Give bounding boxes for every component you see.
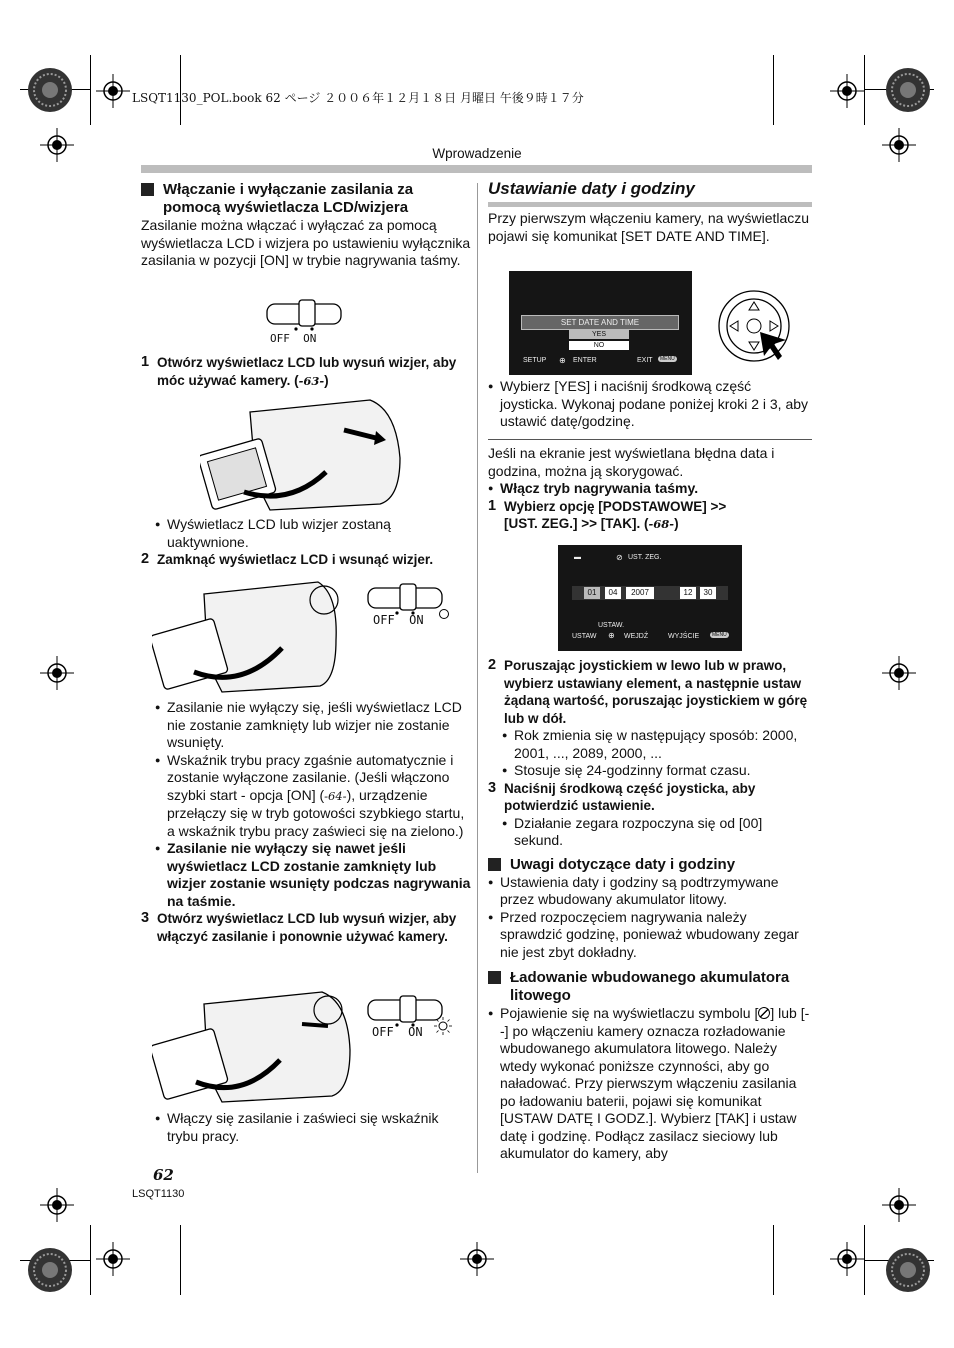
registration-mark-icon: [96, 1242, 130, 1276]
heading-lithium-battery: Ładowanie wbudowanego akumulatora litowego: [488, 969, 812, 1005]
lcd-ustaw-label: USTAW.: [598, 622, 625, 629]
camcorder-close-lcd-illustration: [152, 580, 342, 694]
intro-text: Przy pierwszym włączeniu kamery, na wyświetlaczu pojawi się komunikat [SET DATE AND TIME].: [488, 210, 810, 244]
left-steps-4: [141, 1110, 471, 1145]
correct-date-text: Jeśli na ekranie jest wyświetlana błędna data i godzina, można ją skorygować.: [488, 445, 775, 479]
registration-mark-icon: [96, 74, 130, 108]
menu-button-icon: MENU: [712, 632, 727, 638]
lcd-ustaw2-label: USTAW: [572, 633, 597, 640]
lcd-setup-label: SETUP: [523, 357, 547, 364]
lcd-wejdz-label: WEJDŹ: [624, 633, 649, 640]
switch-on-label: ON: [408, 1025, 423, 1039]
bullet-power-not-off: ● Zasilanie nie wyłączy się, jeśli wyświetlacz LCD nie zostanie zamknięty lub wizjer nie zostanie wsunięty.: [155, 699, 471, 752]
tape-mode-icon: ▬: [574, 554, 581, 561]
left-steps-2: [141, 516, 471, 569]
year-field[interactable]: 2007: [626, 587, 654, 599]
month-field[interactable]: 04: [605, 587, 621, 599]
bullet-tape-mode: ● Włącz tryb nagrywania taśmy.: [488, 480, 812, 498]
bullet-24h: ● Stosuje się 24-godzinny format czasu.: [502, 762, 812, 780]
switch-off-label: OFF: [270, 332, 290, 345]
day-field[interactable]: 01: [584, 587, 600, 599]
left-steps-3: [141, 699, 471, 945]
heading-date-notes: Uwagi dotyczące daty i godziny: [488, 856, 812, 874]
joystick-mini-icon: ⊕: [559, 356, 566, 365]
section-label: Wprowadzenie: [432, 146, 522, 161]
step-2: 2 Zamknąć wyświetlacz LCD i wsunąć wizjer.: [141, 551, 434, 567]
switch-on-label: ON: [409, 613, 424, 627]
lcd-enter-label: ENTER: [573, 357, 597, 364]
color-wheel-icon: [26, 66, 74, 114]
title-underline: [488, 202, 812, 207]
switch-on-label: ON: [303, 332, 317, 345]
registration-mark-icon: [460, 1242, 494, 1276]
color-wheel-icon: [884, 66, 932, 114]
bullet-power-on: ● Włączy się zasilanie i zaświeci się wskaźnik trybu pracy.: [155, 1110, 471, 1145]
left-steps-1: [141, 354, 471, 390]
step-2-joystick: 2 Poruszając joystickiem w lewo lub w prawo, wybierz ustawiany element, a następnie ustaw żądaną wartość, poruszając joystickiem w górę lub w dół.: [488, 657, 808, 726]
intro-text: Zasilanie można włączać i wyłączać za pomocą wyświetlacza LCD i wizjera po ustawieniu wyłącznika zasilania w pozycji [ON] w trybie nagrywania taśmy.: [141, 217, 471, 268]
indicator-lamp-off-icon: [438, 608, 450, 620]
camcorder-open-lcd-illustration: [200, 398, 406, 512]
divider-line: [488, 439, 812, 440]
color-wheel-icon: [884, 1246, 932, 1294]
top-bar: [141, 165, 812, 173]
hour-field[interactable]: 12: [680, 587, 696, 599]
set-date-banner: SET DATE AND TIME: [521, 315, 679, 330]
lcd-screen-set-date: [509, 271, 692, 375]
registration-mark-icon: [830, 1242, 864, 1276]
bullet-recording-tape: ● Zasilanie nie wyłączy się nawet jeśli wyświetlacz LCD zostanie zamknięty lub wizjer zostanie wsunięty podczas nagrywania na taśmie.: [155, 840, 471, 910]
bullet-check-time: ● Przed rozpoczęciem nagrywania należy sprawdzić godzinę, ponieważ wbudowany zegar nie jest zbyt dokładny.: [488, 909, 812, 962]
column-divider: [477, 183, 478, 1173]
right-select-yes: [488, 378, 812, 431]
bullet-year-cycle: ● Rok zmienia się w następujący sposób: 2000, 2001, ..., 2089, 2000, ...: [502, 727, 812, 762]
bullet-backup-battery: ● Ustawienia daty i godziny są podtrzymywane przez wbudowany akumulator litowy.: [488, 874, 812, 909]
model-code: LSQT1130: [132, 1188, 185, 1200]
indicator-lamp-on-icon: [434, 1017, 452, 1035]
step-3-confirm: 3 Naciśnij środkową część joysticka, aby potwierdzić ustawienie.: [488, 779, 756, 813]
lcd-screen-clock-set: [558, 545, 742, 651]
registration-mark-icon: [40, 656, 74, 690]
menu-button-icon: MENU: [660, 356, 675, 362]
right-intro: [488, 210, 812, 245]
heading-power-lcd: Włączanie i wyłączanie zasilania za pomocą wyświetlacza LCD/wizjera: [141, 181, 471, 217]
clock-warning-icon: [758, 1007, 770, 1019]
yes-option[interactable]: YES: [569, 330, 629, 339]
no-option[interactable]: NO: [569, 341, 629, 350]
minute-field[interactable]: 30: [700, 587, 716, 599]
bullet-select-yes: ● Wybierz [YES] i naciśnij środkową część joysticka. Wykonaj podane poniżej kroki 2 i 3, aby ustawić datę/godzinę.: [488, 378, 812, 431]
joystick-mini-icon: ⊕: [608, 631, 615, 640]
registration-mark-icon: [882, 1188, 916, 1222]
step-1: 1 Otwórz wyświetlacz LCD lub wysuń wizjer, aby móc używać kamery. (-63-): [141, 354, 457, 388]
bullet-clock-start: ● Działanie zegara rozpoczyna się od [00] sekund.: [502, 815, 812, 850]
step-3: 3 Otwórz wyświetlacz LCD lub wysuń wizjer, aby włączyć zasilanie i ponownie używać kamery.: [141, 910, 457, 944]
registration-mark-icon: [40, 1188, 74, 1222]
right-title: [488, 180, 812, 198]
switch-off-label: OFF: [372, 1025, 394, 1039]
switch-off-label: OFF: [373, 613, 395, 627]
page-number: 62: [153, 1166, 174, 1184]
right-steps: [488, 657, 812, 1163]
color-wheel-icon: [26, 1246, 74, 1294]
camcorder-reopen-lcd-illustration: [152, 990, 352, 1104]
joystick-press-center-icon: [716, 288, 792, 364]
lcd-exit-label: EXIT: [637, 357, 653, 364]
clock-icon: ⊘: [616, 553, 623, 562]
print-header: LSQT1130_POL.book 62 ページ ２００６年１２月１８日 月曜日 午後９時１７分: [132, 91, 584, 105]
step-1-menu: 1 Wybierz opcję [PODSTAWOWE] >> [UST. ZEG.] >> [TAK]. (-68-): [488, 497, 727, 531]
bullet-battery-charge: ● Pojawienie się na wyświetlaczu symbolu [ ] lub [--] po włączeniu kamery oznacza rozładowanie wbudowanego akumulatora litowego. Należy wtedy wykonać poniższe czynności, aby go naładować. Przy pierwszym włączeniu zasilania po ładowaniu baterii, pojawi się komunikat [USTAW DATĘ I GODZ.]. Wybierz [TAK] i ustaw datę i godzinę. Podłącz zasilacz sieciowy lub akumulator do kamery, aby: [488, 1005, 812, 1163]
bullet-auto-off: ● Wskaźnik trybu pracy zgaśnie automatycznie i zostanie wyłączone zasilanie. (Jeśli włączono szybki start - opcja [ON] (-64-), urządzenie przełączy się w tryb gotowości szybkiego startu, a wskaźnik trybu pracy zaświeci się na zielono.): [155, 752, 471, 841]
right-correct-date: [488, 445, 812, 534]
clock-set-title: UST. ZEG.: [628, 554, 662, 561]
section-title-date-time: Ustawianie daty i godziny: [488, 179, 695, 198]
bullet-lcd-active: ● Wyświetlacz LCD lub wizjer zostaną uaktywnione.: [155, 516, 471, 551]
registration-mark-icon: [882, 656, 916, 690]
lcd-wyjscie-label: WYJŚCIE: [668, 633, 700, 640]
registration-mark-icon: [830, 74, 864, 108]
left-column: [141, 181, 471, 270]
